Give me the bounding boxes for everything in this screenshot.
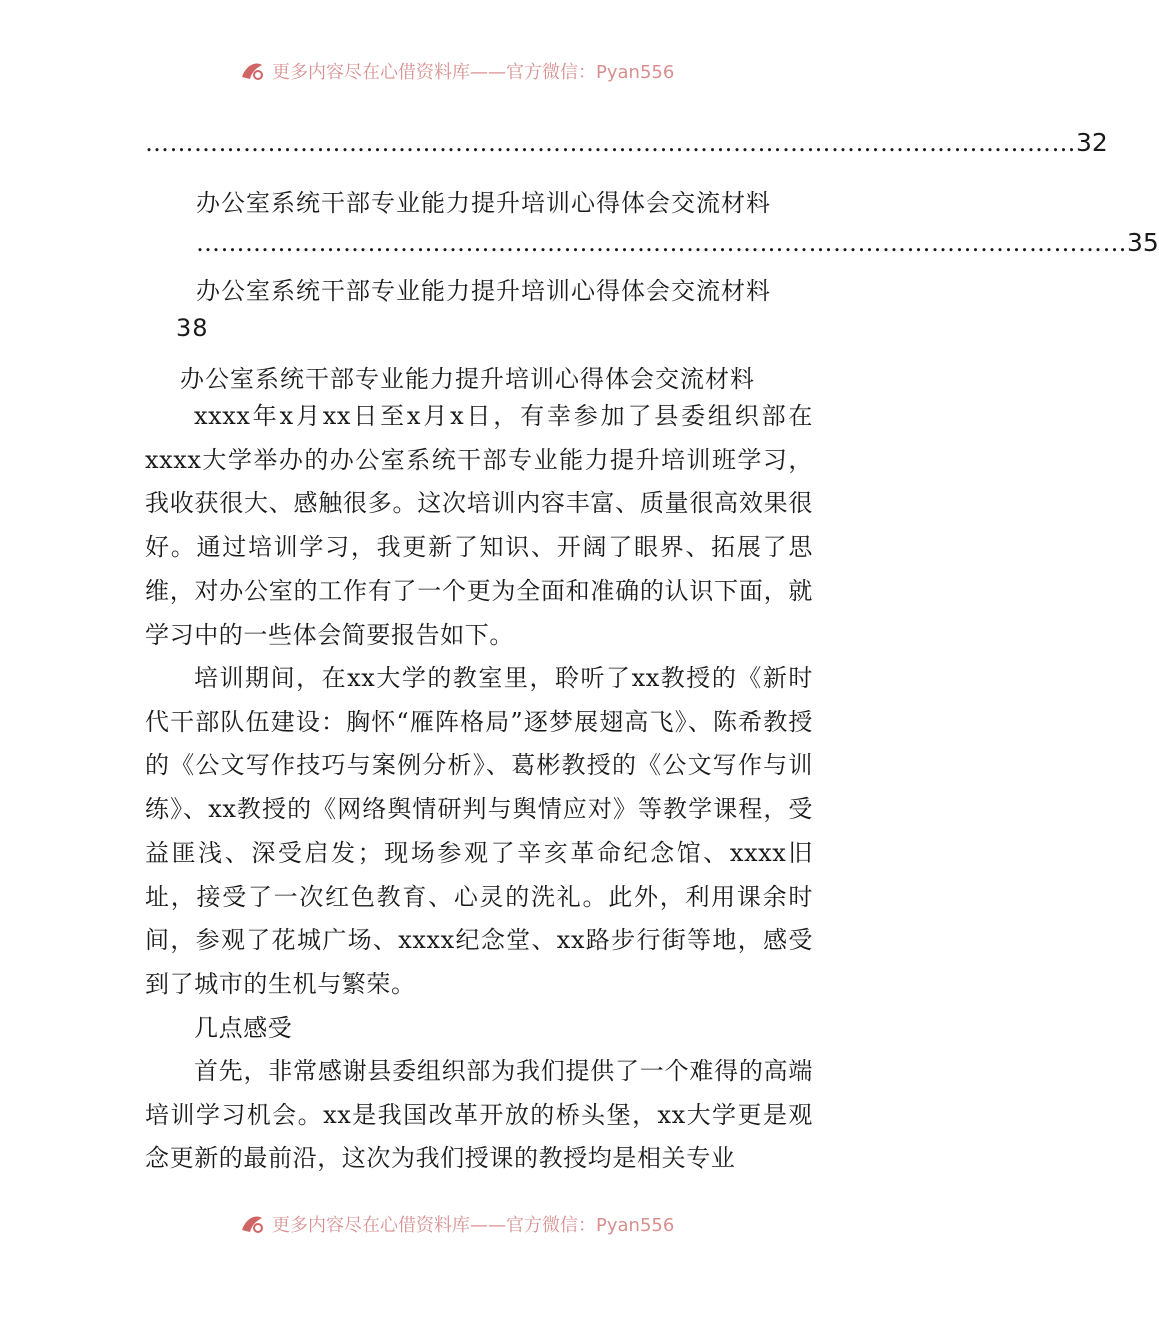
body-paragraph-1: xxxx年x月xx日至x月x日，有幸参加了县委组织部在xxxx大学举办的办公室系统干部专业能力提升培训班学习，我收获很大、感触很多。这次培训内容丰富、质量很高效果很好。通过培训学习，我更新了知识、开阔了眼界、拓展了思维，对办公室的工作有了一个更为全面和准确的认识下面，就学习中的一些体会简要报告如下。 xyxy=(145,402,813,649)
body-paragraph-2: 培训期间，在xx大学的教室里，聆听了xx教授的《新时代干部队伍建设：胸怀“雁阵格局”逐梦展翅高飞》、陈希教授的《公文写作技巧与案例分析》、葛彬教授的《公文写作与训练》、xx教授的《网络舆情研判与舆情应对》等教学课程，受益匪浅、深受启发；现场参观了辛亥革命纪念馆、xxxx旧址，接受了一次红色教育、心灵的洗礼。此外，利用课余时间，参观了花城广场、xxxx纪念堂、xx路步行街等地，感受到了城市的生机与繁荣。 xyxy=(145,664,813,998)
toc-entry-2-title: 办公室系统干部专业能力提升培训心得体会交流材料 xyxy=(196,189,771,217)
toc-page-number: 32 xyxy=(1076,128,1108,157)
toc-entry-2 xyxy=(196,228,1159,257)
body-paragraph-3: 首先，非常感谢县委组织部为我们提供了一个难得的高端培训学习机会。xx是我国改革开放的桥头堡，xx大学更是观念更新的最前沿，这次为我们授课的教授均是相关专业 xyxy=(145,1057,813,1173)
toc-entry-1 xyxy=(145,128,1108,157)
watermark-bottom xyxy=(238,1211,758,1237)
document-title: 办公室系统干部专业能力提升培训心得体会交流材料 xyxy=(180,365,755,393)
watermark-text: 更多内容尽在心借资料库——官方微信：Pyan556 xyxy=(272,62,675,83)
toc-entry-3-title: 办公室系统干部专业能力提升培训心得体会交流材料 xyxy=(196,277,771,305)
watermark-text: 更多内容尽在心借资料库——官方微信：Pyan556 xyxy=(272,1215,675,1236)
watermark-top xyxy=(238,58,758,84)
toc-page-number: 35 xyxy=(1127,228,1159,257)
toc-leader-dots: …………………………………………………………………………………………………… xyxy=(145,129,1076,157)
watermark-logo-icon xyxy=(238,1212,266,1236)
toc-entry-3-page: 38 xyxy=(176,314,209,342)
watermark-logo-icon xyxy=(238,59,266,83)
toc-leader-dots: …………………………………………………………………………………………………… xyxy=(196,229,1127,257)
section-heading: 几点感受 xyxy=(194,1014,293,1042)
